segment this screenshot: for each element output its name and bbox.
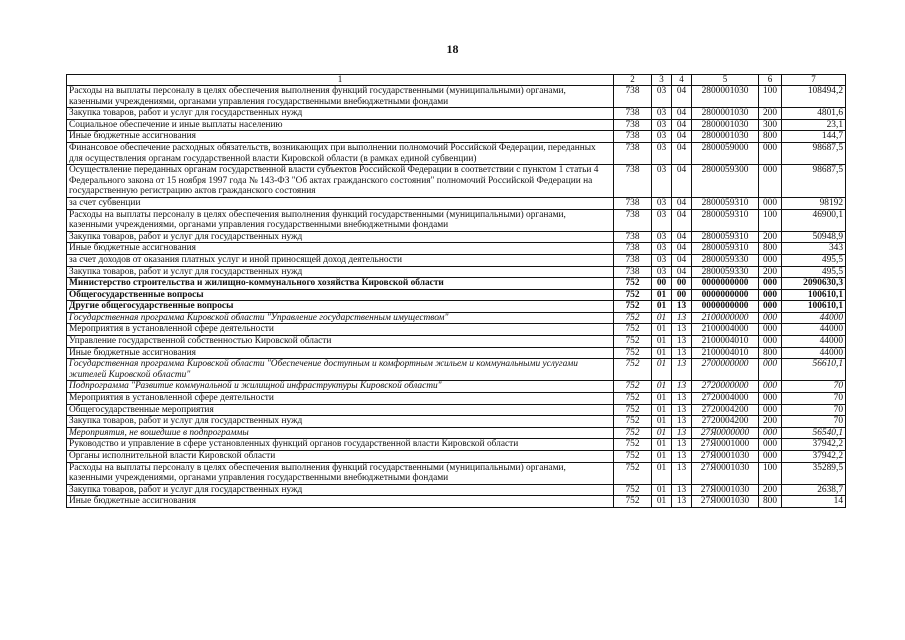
row-description: Расходы на выплаты персоналу в целях обеспечения выполнения функций государственными (муниципальными) органами, казенными учреждениями, органами управления государственными внебюджетными фондами	[67, 209, 614, 231]
cell-target-code: 2800059310	[692, 197, 759, 209]
cell-target-code: 2100004010	[692, 347, 759, 359]
page-number: 18	[446, 42, 459, 56]
cell-section-code: 01	[652, 289, 672, 301]
cell-subsection-code: 04	[672, 243, 692, 255]
header-row	[67, 75, 846, 86]
cell-section-code: 01	[652, 416, 672, 428]
cell-ministry-code: 738	[614, 254, 652, 266]
cell-amount: 4801,6	[782, 108, 846, 120]
table-row	[67, 289, 846, 301]
cell-target-code: 2800001030	[692, 119, 759, 131]
cell-expense-type: 200	[759, 484, 782, 496]
row-description: Закупка товаров, работ и услуг для государственных нужд	[67, 231, 614, 243]
cell-ministry-code: 752	[614, 451, 652, 463]
table-row	[67, 197, 846, 209]
table-row	[67, 108, 846, 120]
row-description: Другие общегосударственные вопросы	[67, 301, 614, 313]
cell-expense-type: 000	[759, 336, 782, 348]
header-col-5: 5	[692, 75, 759, 86]
row-description: за счет субвенции	[67, 197, 614, 209]
cell-ministry-code: 738	[614, 142, 652, 164]
cell-expense-type: 800	[759, 131, 782, 143]
cell-amount: 37942,2	[782, 451, 846, 463]
budget-table	[66, 74, 846, 508]
cell-target-code: 2100000000	[692, 312, 759, 324]
row-description: Расходы на выплаты персоналу в целях обеспечения выполнения функций государственными (муниципальными) органами, казенными учреждениями, органами управления государственными внебюджетными фондами	[67, 86, 614, 108]
table-row	[67, 427, 846, 439]
cell-section-code: 01	[652, 336, 672, 348]
cell-expense-type: 000	[759, 254, 782, 266]
cell-section-code: 03	[652, 108, 672, 120]
cell-amount: 70	[782, 404, 846, 416]
cell-ministry-code: 738	[614, 119, 652, 131]
cell-target-code: 2800059310	[692, 243, 759, 255]
cell-section-code: 01	[652, 496, 672, 508]
table-row	[67, 131, 846, 143]
cell-target-code: 2800059310	[692, 209, 759, 231]
table-row	[67, 484, 846, 496]
cell-expense-type: 100	[759, 209, 782, 231]
cell-amount: 70	[782, 393, 846, 405]
row-description: Закупка товаров, работ и услуг для государственных нужд	[67, 484, 614, 496]
cell-ministry-code: 738	[614, 266, 652, 278]
table-row	[67, 278, 846, 290]
cell-section-code: 03	[652, 131, 672, 143]
cell-subsection-code: 13	[672, 381, 692, 393]
cell-target-code: 2800059000	[692, 142, 759, 164]
cell-ministry-code: 738	[614, 131, 652, 143]
table-row	[67, 243, 846, 255]
cell-subsection-code: 04	[672, 197, 692, 209]
cell-ministry-code: 752	[614, 427, 652, 439]
cell-ministry-code: 752	[614, 496, 652, 508]
cell-subsection-code: 00	[672, 289, 692, 301]
cell-section-code: 01	[652, 359, 672, 381]
cell-expense-type: 000	[759, 324, 782, 336]
cell-ministry-code: 752	[614, 301, 652, 313]
cell-amount: 46900,1	[782, 209, 846, 231]
table-row	[67, 254, 846, 266]
cell-subsection-code: 13	[672, 301, 692, 313]
table-row	[67, 393, 846, 405]
cell-amount: 2090630,3	[782, 278, 846, 290]
cell-subsection-code: 04	[672, 86, 692, 108]
table-row	[67, 142, 846, 164]
row-description: Мероприятия, не вошедшие в подпрограммы	[67, 427, 614, 439]
cell-section-code: 01	[652, 484, 672, 496]
cell-subsection-code: 00	[672, 278, 692, 290]
cell-section-code: 03	[652, 119, 672, 131]
cell-target-code: 2100004000	[692, 324, 759, 336]
row-description: Государственная программа Кировской области "Управление государственным имуществом"	[67, 312, 614, 324]
cell-ministry-code: 752	[614, 347, 652, 359]
cell-amount: 495,5	[782, 266, 846, 278]
cell-section-code: 01	[652, 451, 672, 463]
cell-section-code: 01	[652, 312, 672, 324]
cell-subsection-code: 13	[672, 324, 692, 336]
row-description: Социальное обеспечение и иные выплаты населению	[67, 119, 614, 131]
row-description: Закупка товаров, работ и услуг для государственных нужд	[67, 266, 614, 278]
cell-expense-type: 800	[759, 496, 782, 508]
cell-amount: 495,5	[782, 254, 846, 266]
table-row	[67, 381, 846, 393]
cell-section-code: 01	[652, 439, 672, 451]
cell-ministry-code: 752	[614, 404, 652, 416]
cell-amount: 44000	[782, 347, 846, 359]
cell-target-code: 2720004000	[692, 393, 759, 405]
cell-ministry-code: 738	[614, 209, 652, 231]
cell-ministry-code: 738	[614, 86, 652, 108]
cell-section-code: 03	[652, 197, 672, 209]
cell-ministry-code: 738	[614, 165, 652, 198]
cell-amount: 50948,9	[782, 231, 846, 243]
row-description: Иные бюджетные ассигнования	[67, 347, 614, 359]
cell-subsection-code: 13	[672, 462, 692, 484]
cell-ministry-code: 752	[614, 289, 652, 301]
cell-target-code: 27Я0000000	[692, 427, 759, 439]
cell-target-code: 27Я0001030	[692, 462, 759, 484]
row-description: Общегосударственные мероприятия	[67, 404, 614, 416]
cell-section-code: 01	[652, 462, 672, 484]
cell-subsection-code: 04	[672, 108, 692, 120]
cell-expense-type: 000	[759, 427, 782, 439]
cell-amount: 100610,1	[782, 301, 846, 313]
row-description: Мероприятия в установленной сфере деятельности	[67, 324, 614, 336]
cell-subsection-code: 13	[672, 451, 692, 463]
header-col-3: 3	[652, 75, 672, 86]
cell-amount: 100610,1	[782, 289, 846, 301]
cell-expense-type: 200	[759, 231, 782, 243]
cell-ministry-code: 752	[614, 278, 652, 290]
row-description: Финансовое обеспечение расходных обязательств, возникающих при выполнении полномочий Российской Федерации, переданных для осуществления органам государственной власти Кировской области (в рамках единой субвенции)	[67, 142, 614, 164]
cell-ministry-code: 752	[614, 359, 652, 381]
cell-section-code: 01	[652, 404, 672, 416]
row-description: Государственная программа Кировской области "Обеспечение доступным и комфортным жильем и коммунальными услугами жителей Кировской области"	[67, 359, 614, 381]
cell-section-code: 03	[652, 243, 672, 255]
cell-amount: 70	[782, 416, 846, 428]
header-col-6: 6	[759, 75, 782, 86]
cell-amount: 44000	[782, 312, 846, 324]
cell-ministry-code: 738	[614, 231, 652, 243]
cell-expense-type: 000	[759, 142, 782, 164]
cell-amount: 108494,2	[782, 86, 846, 108]
table-row	[67, 86, 846, 108]
row-description: Осуществление переданных органам государственной власти субъектов Российской Федерации в соответствии с пунктом 1 статьи 4 Федерального закона от 15 ноября 1997 года № 143-ФЗ "Об актах гражданского состояния" полномочий Российской Федерации на государственную регистрацию актов гражданского состояния	[67, 165, 614, 198]
cell-expense-type: 000	[759, 197, 782, 209]
cell-subsection-code: 13	[672, 336, 692, 348]
row-description: Иные бюджетные ассигнования	[67, 243, 614, 255]
row-description: Руководство и управление в сфере установленных функций органов государственной власти Кировской области	[67, 439, 614, 451]
table-row	[67, 209, 846, 231]
cell-section-code: 03	[652, 254, 672, 266]
cell-amount: 70	[782, 381, 846, 393]
table-row	[67, 231, 846, 243]
cell-expense-type: 000	[759, 381, 782, 393]
cell-expense-type: 000	[759, 451, 782, 463]
table-row	[67, 451, 846, 463]
cell-subsection-code: 13	[672, 393, 692, 405]
table-row	[67, 404, 846, 416]
cell-amount: 44000	[782, 336, 846, 348]
cell-section-code: 03	[652, 86, 672, 108]
cell-amount: 14	[782, 496, 846, 508]
cell-section-code: 01	[652, 347, 672, 359]
header-col-2: 2	[614, 75, 652, 86]
row-description: Закупка товаров, работ и услуг для государственных нужд	[67, 416, 614, 428]
cell-subsection-code: 04	[672, 254, 692, 266]
table-row	[67, 439, 846, 451]
cell-section-code: 01	[652, 301, 672, 313]
table-body	[67, 86, 846, 508]
cell-target-code: 27Я0001030	[692, 496, 759, 508]
cell-target-code: 2800059310	[692, 231, 759, 243]
row-description: Иные бюджетные ассигнования	[67, 496, 614, 508]
cell-target-code: 0000000000	[692, 289, 759, 301]
table-row	[67, 324, 846, 336]
row-description: Подпрограмма "Развитие коммунальной и жилищной инфраструктуры Кировской области"	[67, 381, 614, 393]
cell-subsection-code: 04	[672, 131, 692, 143]
cell-ministry-code: 752	[614, 324, 652, 336]
cell-expense-type: 800	[759, 347, 782, 359]
cell-subsection-code: 04	[672, 209, 692, 231]
cell-expense-type: 000	[759, 278, 782, 290]
cell-expense-type: 000	[759, 393, 782, 405]
row-description: Мероприятия в установленной сфере деятельности	[67, 393, 614, 405]
cell-amount: 23,1	[782, 119, 846, 131]
row-description: Общегосударственные вопросы	[67, 289, 614, 301]
cell-section-code: 03	[652, 231, 672, 243]
cell-ministry-code: 752	[614, 312, 652, 324]
table-row	[67, 416, 846, 428]
table-row	[67, 301, 846, 313]
table-row	[67, 266, 846, 278]
cell-target-code: 2800001030	[692, 86, 759, 108]
cell-target-code: 2800059300	[692, 165, 759, 198]
cell-amount: 2638,7	[782, 484, 846, 496]
cell-expense-type: 200	[759, 266, 782, 278]
cell-expense-type: 000	[759, 359, 782, 381]
cell-ministry-code: 752	[614, 381, 652, 393]
cell-subsection-code: 04	[672, 165, 692, 198]
cell-amount: 343	[782, 243, 846, 255]
cell-amount: 35289,5	[782, 462, 846, 484]
cell-ministry-code: 738	[614, 243, 652, 255]
cell-ministry-code: 752	[614, 416, 652, 428]
cell-amount: 98687,5	[782, 165, 846, 198]
table-row	[67, 312, 846, 324]
table-row	[67, 347, 846, 359]
cell-subsection-code: 13	[672, 312, 692, 324]
cell-subsection-code: 13	[672, 427, 692, 439]
cell-target-code: 2720000000	[692, 381, 759, 393]
cell-expense-type: 100	[759, 86, 782, 108]
table-row	[67, 496, 846, 508]
row-description: Министерство строительства и жилищно-коммунального хозяйства Кировской области	[67, 278, 614, 290]
cell-target-code: 2800001030	[692, 108, 759, 120]
cell-amount: 44000	[782, 324, 846, 336]
row-description: Иные бюджетные ассигнования	[67, 131, 614, 143]
cell-expense-type: 800	[759, 243, 782, 255]
cell-ministry-code: 752	[614, 336, 652, 348]
row-description: Закупка товаров, работ и услуг для государственных нужд	[67, 108, 614, 120]
cell-ministry-code: 752	[614, 439, 652, 451]
row-description: Управление государственной собственностью Кировской области	[67, 336, 614, 348]
cell-expense-type: 000	[759, 312, 782, 324]
cell-target-code: 2800059330	[692, 266, 759, 278]
cell-section-code: 03	[652, 165, 672, 198]
header-col-1: 1	[67, 75, 614, 86]
cell-subsection-code: 04	[672, 266, 692, 278]
cell-subsection-code: 13	[672, 484, 692, 496]
cell-expense-type: 300	[759, 119, 782, 131]
cell-target-code: 2800059330	[692, 254, 759, 266]
table-row	[67, 359, 846, 381]
cell-target-code: 27Я0001000	[692, 439, 759, 451]
table-row	[67, 462, 846, 484]
cell-ministry-code: 738	[614, 108, 652, 120]
header-col-4: 4	[672, 75, 692, 86]
cell-amount: 98192	[782, 197, 846, 209]
cell-target-code: 2700000000	[692, 359, 759, 381]
cell-section-code: 03	[652, 142, 672, 164]
cell-subsection-code: 13	[672, 496, 692, 508]
cell-target-code: 2800001030	[692, 131, 759, 143]
cell-target-code: 27Я0001030	[692, 451, 759, 463]
cell-subsection-code: 13	[672, 439, 692, 451]
cell-amount: 56610,1	[782, 359, 846, 381]
cell-target-code: 2100004010	[692, 336, 759, 348]
cell-target-code: 2720004200	[692, 404, 759, 416]
cell-target-code: 2720004200	[692, 416, 759, 428]
cell-amount: 37942,2	[782, 439, 846, 451]
cell-expense-type: 000	[759, 165, 782, 198]
cell-section-code: 00	[652, 278, 672, 290]
cell-subsection-code: 13	[672, 347, 692, 359]
cell-subsection-code: 13	[672, 359, 692, 381]
cell-subsection-code: 04	[672, 142, 692, 164]
cell-expense-type: 000	[759, 289, 782, 301]
cell-subsection-code: 13	[672, 404, 692, 416]
cell-subsection-code: 04	[672, 119, 692, 131]
cell-ministry-code: 752	[614, 484, 652, 496]
cell-expense-type: 000	[759, 439, 782, 451]
cell-subsection-code: 13	[672, 416, 692, 428]
table-row	[67, 119, 846, 131]
cell-target-code: 0000000000	[692, 301, 759, 313]
table-row	[67, 165, 846, 198]
cell-expense-type: 000	[759, 301, 782, 313]
cell-subsection-code: 04	[672, 231, 692, 243]
cell-section-code: 01	[652, 324, 672, 336]
cell-target-code: 27Я0001030	[692, 484, 759, 496]
row-description: Органы исполнительной власти Кировской области	[67, 451, 614, 463]
row-description: за счет доходов от оказания платных услуг и иной приносящей доход деятельности	[67, 254, 614, 266]
header-col-7: 7	[782, 75, 846, 86]
cell-ministry-code: 738	[614, 197, 652, 209]
row-description: Расходы на выплаты персоналу в целях обеспечения выполнения функций государственными (муниципальными) органами, казенными учреждениями, органами управления государственными внебюджетными фондами	[67, 462, 614, 484]
cell-amount: 98687,5	[782, 142, 846, 164]
cell-expense-type: 200	[759, 416, 782, 428]
table-row	[67, 336, 846, 348]
cell-target-code: 0000000000	[692, 278, 759, 290]
cell-section-code: 01	[652, 381, 672, 393]
cell-amount: 56540,1	[782, 427, 846, 439]
cell-ministry-code: 752	[614, 462, 652, 484]
cell-section-code: 01	[652, 427, 672, 439]
cell-section-code: 01	[652, 393, 672, 405]
cell-ministry-code: 752	[614, 393, 652, 405]
cell-expense-type: 100	[759, 462, 782, 484]
cell-amount: 144,7	[782, 131, 846, 143]
cell-expense-type: 200	[759, 108, 782, 120]
cell-expense-type: 000	[759, 404, 782, 416]
cell-section-code: 03	[652, 209, 672, 231]
cell-section-code: 03	[652, 266, 672, 278]
